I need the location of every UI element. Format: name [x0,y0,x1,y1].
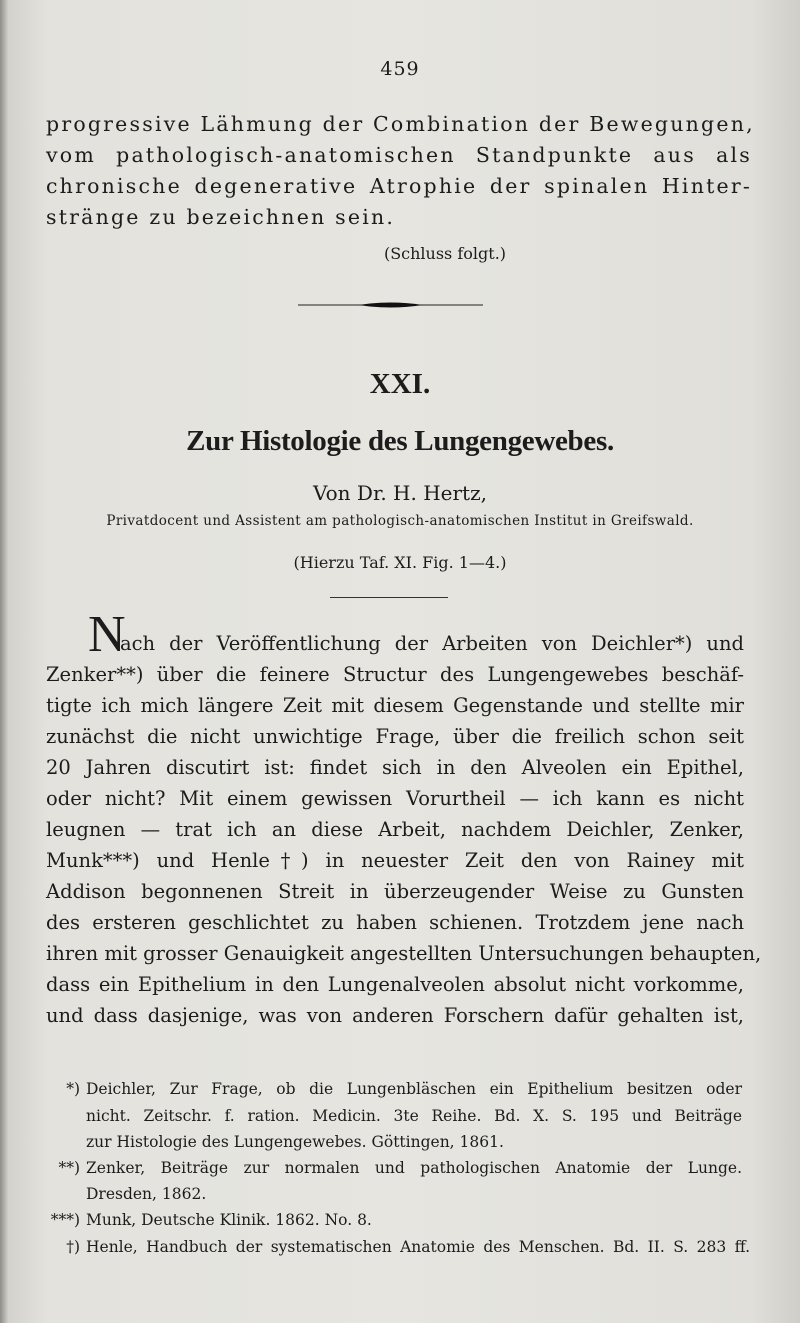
text-line: 20 Jahren discutirt ist: findet sich in den Alveolen ein Epithel, [46,756,744,779]
text-line: vom pathologisch-anatomischen Standpunkte aus als [46,143,752,167]
footnote-line: Zenker, Beiträge zur normalen und pathologischen Anatomie der Lunge. [86,1159,742,1177]
text-line: stränge zu bezeichnen sein. [46,205,396,229]
footnote-mark: *) [66,1080,80,1098]
article-title: Zur Histologie des Lungengewebes. [186,425,614,457]
footnote-line: Deichler, Zur Frage, ob die Lungenbläschen ein Epithelium besitzen oder [86,1080,742,1098]
title-rule [330,597,448,598]
text-line: tigte ich mich längere Zeit mit diesem Gegenstande und stellte mir [46,694,744,717]
text-line: Zenker**) über die feinere Structur des Lungengewebes beschäf- [46,663,744,686]
text-line: zunächst die nicht unwichtige Frage, über die freilich schon seit [46,725,744,748]
text-line: progressive Lähmung der Combination der Bewegungen, [46,112,755,136]
article-author: Von Dr. H. Hertz, [313,481,487,505]
footnote-line: nicht. Zeitschr. f. ration. Medicin. 3te Reihe. Bd. X. S. 195 und Beiträge [86,1107,742,1125]
footnote-line: Dresden, 1862. [86,1185,207,1203]
page-spine-shadow [0,0,8,1323]
text-line: chronische degenerative Atrophie der spinalen Hinter- [46,174,752,198]
article-number: XXI. [369,368,431,400]
text-line: des ersteren geschlichtet zu haben schienen. Trotzdem jene nach [46,911,744,934]
text-line: Munk***) und Henle†) in neuester Zeit den von Rainey mit [46,849,744,872]
text-line: ihren mit grosser Genauigkeit angestellten Untersuchungen behaupten, [46,942,762,965]
footnote-mark: **) [58,1159,80,1177]
text-line: Addison begonnenen Streit in überzeugender Weise zu Gunsten [46,880,744,903]
drop-cap: N [88,606,126,663]
footnote-line: Munk, Deutsche Klinik. 1862. No. 8. [86,1211,372,1229]
footnote-line: zur Histologie des Lungengewebes. Göttingen, 1861. [86,1133,504,1151]
ornamental-divider [298,300,483,310]
text-line: leugnen — trat ich an diese Arbeit, nachdem Deichler, Zenker, [46,818,744,841]
footnote-line: Henle, Handbuch der systematischen Anatomie des Menschen. Bd. II. S. 283 ff. [86,1238,750,1256]
text-line: oder nicht? Mit einem gewissen Vorurtheil — ich kann es nicht [46,787,744,810]
continuation-note: (Schluss folgt.) [383,244,507,263]
plate-reference: (Hierzu Taf. XI. Fig. 1—4.) [293,553,507,572]
text-line: ach der Veröffentlichung der Arbeiten von Deichler*) und [120,632,744,655]
page-number: 459 [380,58,420,80]
footnote-mark: †) [66,1238,80,1256]
text-line: und dass dasjenige, was von anderen Forschern dafür gehalten ist, [46,1004,744,1027]
footnote-mark: ***) [50,1211,80,1229]
text-line: dass ein Epithelium in den Lungenalveolen absolut nicht vorkomme, [46,973,744,996]
author-affiliation: Privatdocent und Assistent am pathologisch-anatomischen Institut in Greifswald. [106,513,694,529]
